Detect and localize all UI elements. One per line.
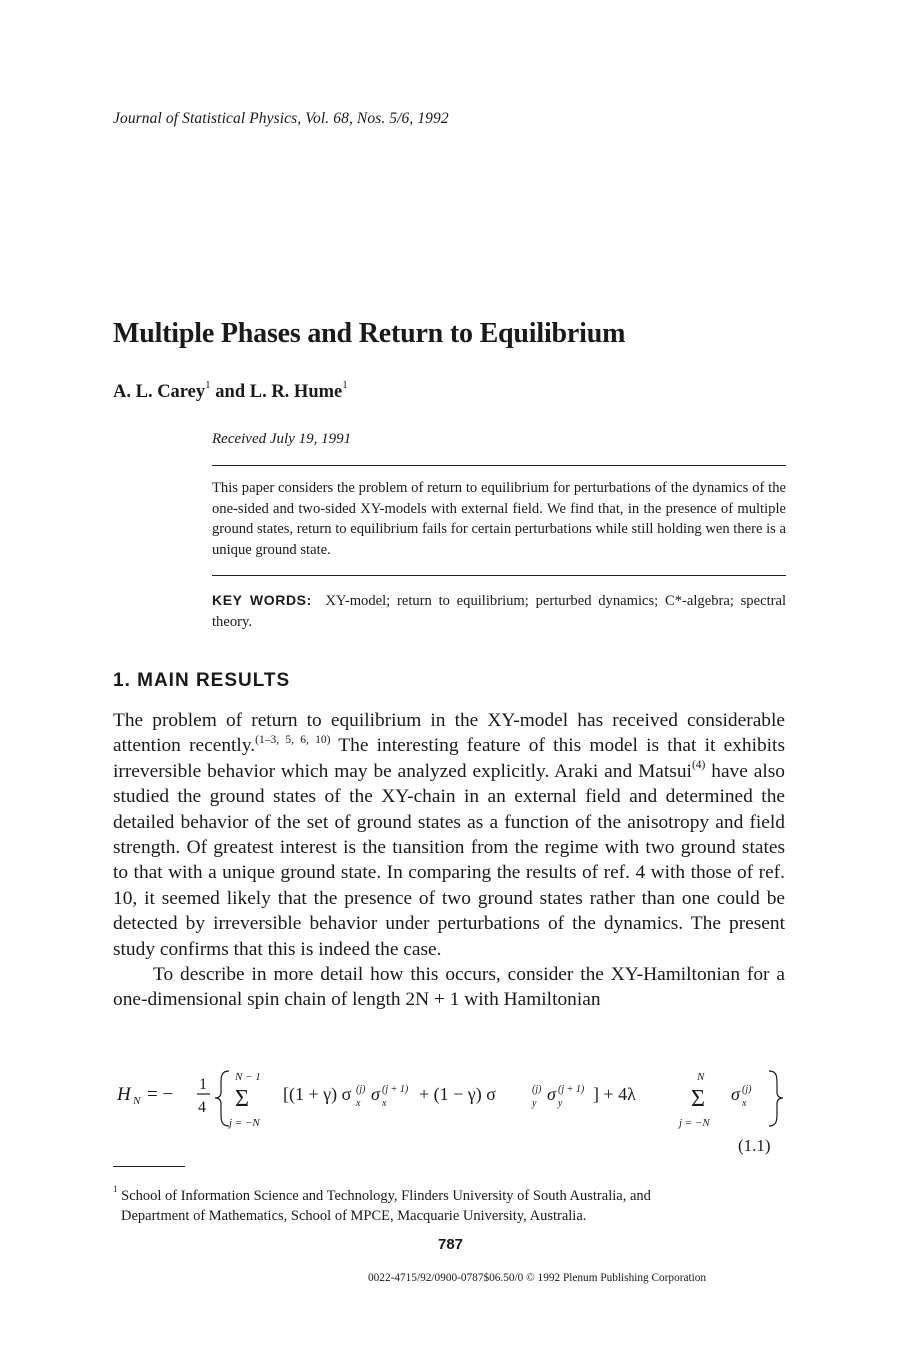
keywords-label: KEY WORDS: (212, 592, 312, 608)
eq-sigma-2: σ (371, 1084, 380, 1104)
eq-sub-x-1: x (356, 1098, 361, 1109)
eq-sup-j1-1: (j + 1) (382, 1084, 409, 1095)
journal-header: Journal of Statistical Physics, Vol. 68, Nos. 5/6, 1992 (113, 110, 449, 127)
equation-number: (1.1) (738, 1136, 771, 1155)
keywords-text: XY-model; return to equilibrium; perturbed dynamics; C*-algebra; spectral theory. (212, 593, 787, 630)
eq-sup-j-2: (j) (532, 1084, 542, 1095)
body-text (113, 708, 785, 1013)
eq-sub-x-2: x (382, 1098, 387, 1109)
eq-equals: = − (147, 1084, 174, 1105)
abstract-bottom-rule (212, 575, 786, 576)
author-2-affiliation-mark: 1 (342, 379, 348, 391)
equation-1-1 (113, 1068, 785, 1128)
sum1-sigma: Σ (235, 1086, 249, 1112)
eq-sub-x-3: x (742, 1098, 747, 1109)
left-brace-icon (215, 1071, 229, 1126)
author-conjunction: and (210, 382, 250, 403)
eq-sup-j1-2: (j + 1) (558, 1084, 585, 1095)
abstract-top-rule (212, 465, 786, 466)
author-line (113, 381, 348, 403)
paragraph-1-part-b: The interesting feature of this model is that it exhibits irreversible behavior which may be analyzed explicitly. Araki and Matsui (113, 735, 785, 782)
author-1-affiliation-mark: 1 (205, 379, 211, 391)
abstract: This paper considers the problem of return to equilibrium for perturbations of the dynamics of the one-sided and two-sided XY-models with external field. We find that, in the presence of multiple ground states, return to equilibrium fails for certain perturbations while still holding wen there is a unique ground state. (212, 480, 786, 558)
footnote-rule (113, 1166, 185, 1167)
eq-fraction-numerator: 1 (199, 1076, 207, 1093)
eq-fraction-denominator: 4 (198, 1099, 206, 1116)
eq-sigma-4: σ (547, 1084, 556, 1104)
eq-lhs-subscript: N (133, 1095, 141, 1107)
eq-term-2: + (1 − γ) σ (419, 1084, 496, 1104)
paragraph-1 (113, 708, 785, 962)
section-heading: 1. MAIN RESULTS (113, 670, 291, 691)
footnote (113, 1181, 785, 1227)
paper-title: Multiple Phases and Return to Equilibrium (113, 318, 626, 349)
citation-ref-2: (4) (691, 759, 706, 772)
eq-sub-y-2: y (558, 1098, 563, 1109)
paragraph-1-part-c: have also studied the ground states of the XY-chain in an external field and determined the detailed behavior of the set of ground states as a function of the anisotropy and field strength. Of greatest interest is the tıansition from the regime with two ground states to that with a unique ground state. In comparing the results of ref. 4 with those of ref. 10, it seemed likely that the presence of two ground states rather than one could be detected by irreversible behavior under perturbations of the dynamics. The present study confirms that this is indeed the case. (113, 760, 785, 960)
citation-ref-1: (1–3, 5, 6, 10) (255, 733, 331, 746)
page-number: 787 (437, 1236, 464, 1253)
eq-term-3: ] + 4λ (593, 1084, 636, 1104)
footnote-text-1: School of Information Science and Technology, Flinders University of South Australia, and (117, 1187, 651, 1204)
author-1: A. L. Carey (113, 382, 206, 403)
keywords (212, 590, 786, 633)
sum2-upper-limit: N (697, 1071, 705, 1083)
sum2-sigma: Σ (691, 1086, 705, 1112)
footnote-mark: 1 (113, 1184, 118, 1194)
paragraph-1-part-a: The problem of return to equilibrium in the XY-model has received considerable attention recently. (113, 710, 785, 757)
paragraph-2: To describe in more detail how this occurs, consider the XY-Hamiltonian for a one-dimensional spin chain of length 2N + 1 with Hamiltonian (113, 964, 785, 1011)
right-brace-icon (769, 1071, 783, 1126)
eq-sup-j-1: (j) (356, 1084, 366, 1095)
eq-lhs: H (117, 1084, 131, 1105)
footnote-line-2: Department of Mathematics, School of MPCE, Macquarie University, Australia. (121, 1208, 587, 1225)
eq-sup-j-3: (j) (742, 1084, 752, 1095)
received-date: Received July 19, 1991 (212, 431, 352, 447)
equation-svg (113, 1068, 785, 1130)
eq-term-1: [(1 + γ) σ (283, 1084, 352, 1104)
sum2-lower-limit: j = −N (679, 1117, 710, 1129)
eq-sigma-5: σ (731, 1084, 740, 1104)
sum1-lower-limit: j = −N (229, 1117, 260, 1129)
author-2: L. R. Hume (249, 382, 343, 403)
copyright-line: 0022-4715/92/0900-0787$06.50/0 © 1992 Plenum Publishing Corporation (368, 1272, 707, 1284)
sum1-upper-limit: N − 1 (235, 1071, 261, 1083)
eq-sub-y-1: y (532, 1098, 537, 1109)
footnote-line-1 (113, 1181, 785, 1206)
